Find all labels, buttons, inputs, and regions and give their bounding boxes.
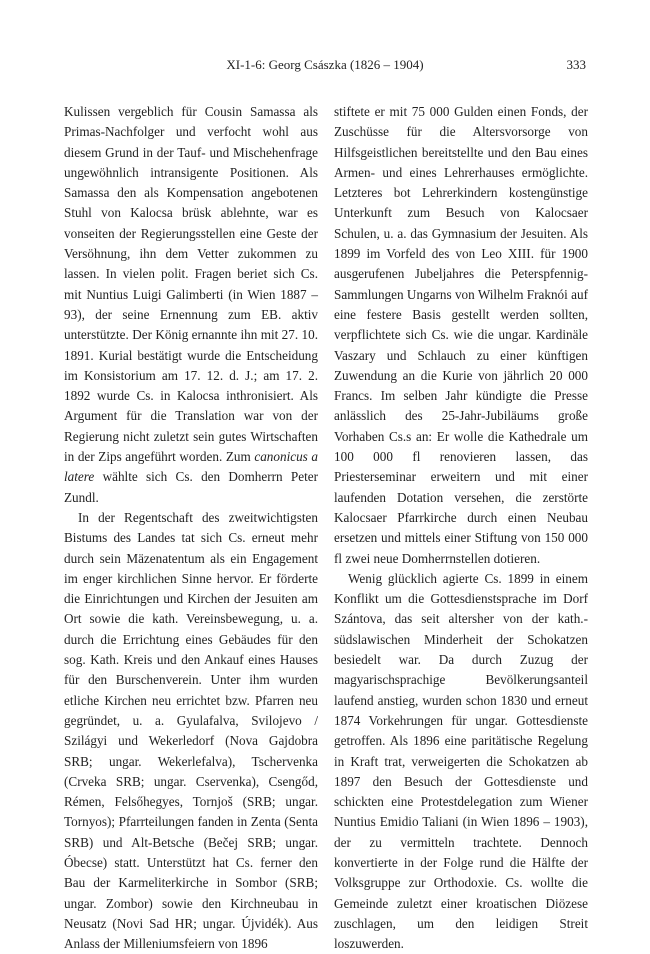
left-column: [64, 102, 318, 954]
paragraph-continued: stiftete er mit 75 000 Gulden einen Fonds, der Zuschüsse für die Altersvorsorge von Hilfsgeistlichen bereitstellte und den Bau eines Armen- und eines Lehrerhauses ermöglichte. Letzteres bot Lehrerkindern kostengünstige Unterkunft zum Besuch von Kalocsaer Schulen, u. a. das Gymnasium der Jesuiten. Als 1899 im Vorfeld des von Leo XIII. für 1900 ausgerufenen Jubeljahres die Peterspfennig-Sammlungen Ungarns von Wilhelm Fraknói auf eine festere Basis gestellt werden sollten, verpflichtete sich Cs. wie die ungar. Kardinäle Vaszary und Schlauch zu einer künftigen Zuwendung an die Kurie von jährlich 20 000 Francs. Im selben Jahr kündigte die Presse anlässlich des 25-Jahr-Jubiläums große Vorhaben Cs.s an: Er wolle die Kathedrale um 100 000 fl renovieren lassen, das Priesterseminar erweitern und mit einer laufenden Dotation versehen, die zerstörte Kalocsaer Pfarrkirche durch einen Neubau ersetzen und mittels einer Stiftung von 150 000 fl zwei neue Domherrnstellen dotieren.: [334, 104, 588, 566]
right-column: [334, 102, 588, 954]
page-number: 333: [566, 57, 586, 72]
italic-term: canonicus a latere: [64, 449, 318, 485]
paragraph: Wenig glücklich agierte Cs. 1899 in einem Konflikt um die Gottesdienstsprache im Dorf Szántova, das seit altersher von der kath.-südslawischen Minderheit der Schokatzen besiedelt war. Da durch Zuzug der magyarischsprachige Bevölkerungsanteil laufend anstieg, wurden schon 1830 und erneut 1874 Vorkehrungen für ungar. Gottesdienste getroffen. Als 1896 eine paritätische Regelung in Kraft trat, verweigerten die Schokatzen ab 1897 den Besuch der Gottesdienste und schickten eine Protestdelegation zum Wiener Nuntius Emidio Taliani (in Wien 1896 – 1903), der zu vermitteln trachtete. Dennoch konvertierte in der Folge rund die Hälfte der Volksgruppe zur Orthodoxie. Cs. wollte die Gemeinde zuletzt einer kroatischen Diözese zuschlagen, um den leidigen Streit loszuwerden.: [334, 570, 588, 952]
running-title: XI-1-6: Georg Császka (1826 – 1904): [226, 57, 424, 72]
paragraph: In der Regentschaft des zweitwichtigsten Bistums des Landes tat sich Cs. erneut mehr durch sein Mäzenatentum als ein Engagement im enger kirchlichen Sinne hervor. Er förderte die Einrichtungen und Kirchen der Jesuiten am Ort sowie die kath. Vereinsbewegung, u. a. durch die Errichtung eines Gebäudes für den sog. Kath. Kreis und den Ankauf eines Hauses für den Burschenverein. Unter ihm wurden etliche Kirchen neu errichtet bzw. Pfarren neu gegründet, u. a. Gyulafalva, Svilojevo / Szilágyi und Wekerledorf (Nova Gajdobra SRB; ungar. Wekerlefalva), Tschervenka (Crveka SRB; ungar. Cservenka), Csengőd, Rémen, Felsőhegyes, Tornjoš (SRB; ungar. Tornyos); Pfarrteilungen fanden in Zenta (Senta SRB) und Alt-Betsche (Bečej SRB; ungar. Óbecse) statt. Unterstützt hat Cs. ferner den Bau der Karmeliterkirche in Sombor (SRB; ungar. Zombor) sowie den Kirchneubau in Neusatz (Novi Sad HR; ungar. Újvidék). Aus Anlass der Milleniumsfeiern von 1896: [64, 509, 318, 952]
paragraph-continued: [64, 102, 318, 508]
paragraph-text: Kulissen vergeblich für Cousin Samassa als Primas-Nachfolger und verfocht wohl aus diesem Grund in der Tauf- und Mischehenfrage ungewöhnlich intransigente Positionen. Als Samassa den als Kompensation angebotenen Stuhl von Kalocsa brüsk ablehnte, war es vonseiten der Regierungsstellen eine Geste der Versöhnung, ihn dem Vetter zukommen zu lassen. In vielen polit. Fragen beriet sich Cs. mit Nuntius Luigi Galimberti (in Wien 1887 – 93), der seine Ernennung zum EB. aktiv unterstützte. Der König ernannte ihn mit 27. 10. 1891. Kurial bestätigt wurde die Entscheidung im Konsistorium am 17. 12. d. J.; am 17. 2. 1892 wurde Cs. in Kalocsa inthronisiert. Als Argument für die Translation war von der Regierung nicht zuletzt sein gutes Wirtschaften in der Zips angeführt worden. Zum: [64, 104, 318, 465]
paragraph-text: wählte sich Cs. den Domherrn Peter Zundl.: [64, 469, 318, 505]
running-head: [64, 57, 586, 81]
